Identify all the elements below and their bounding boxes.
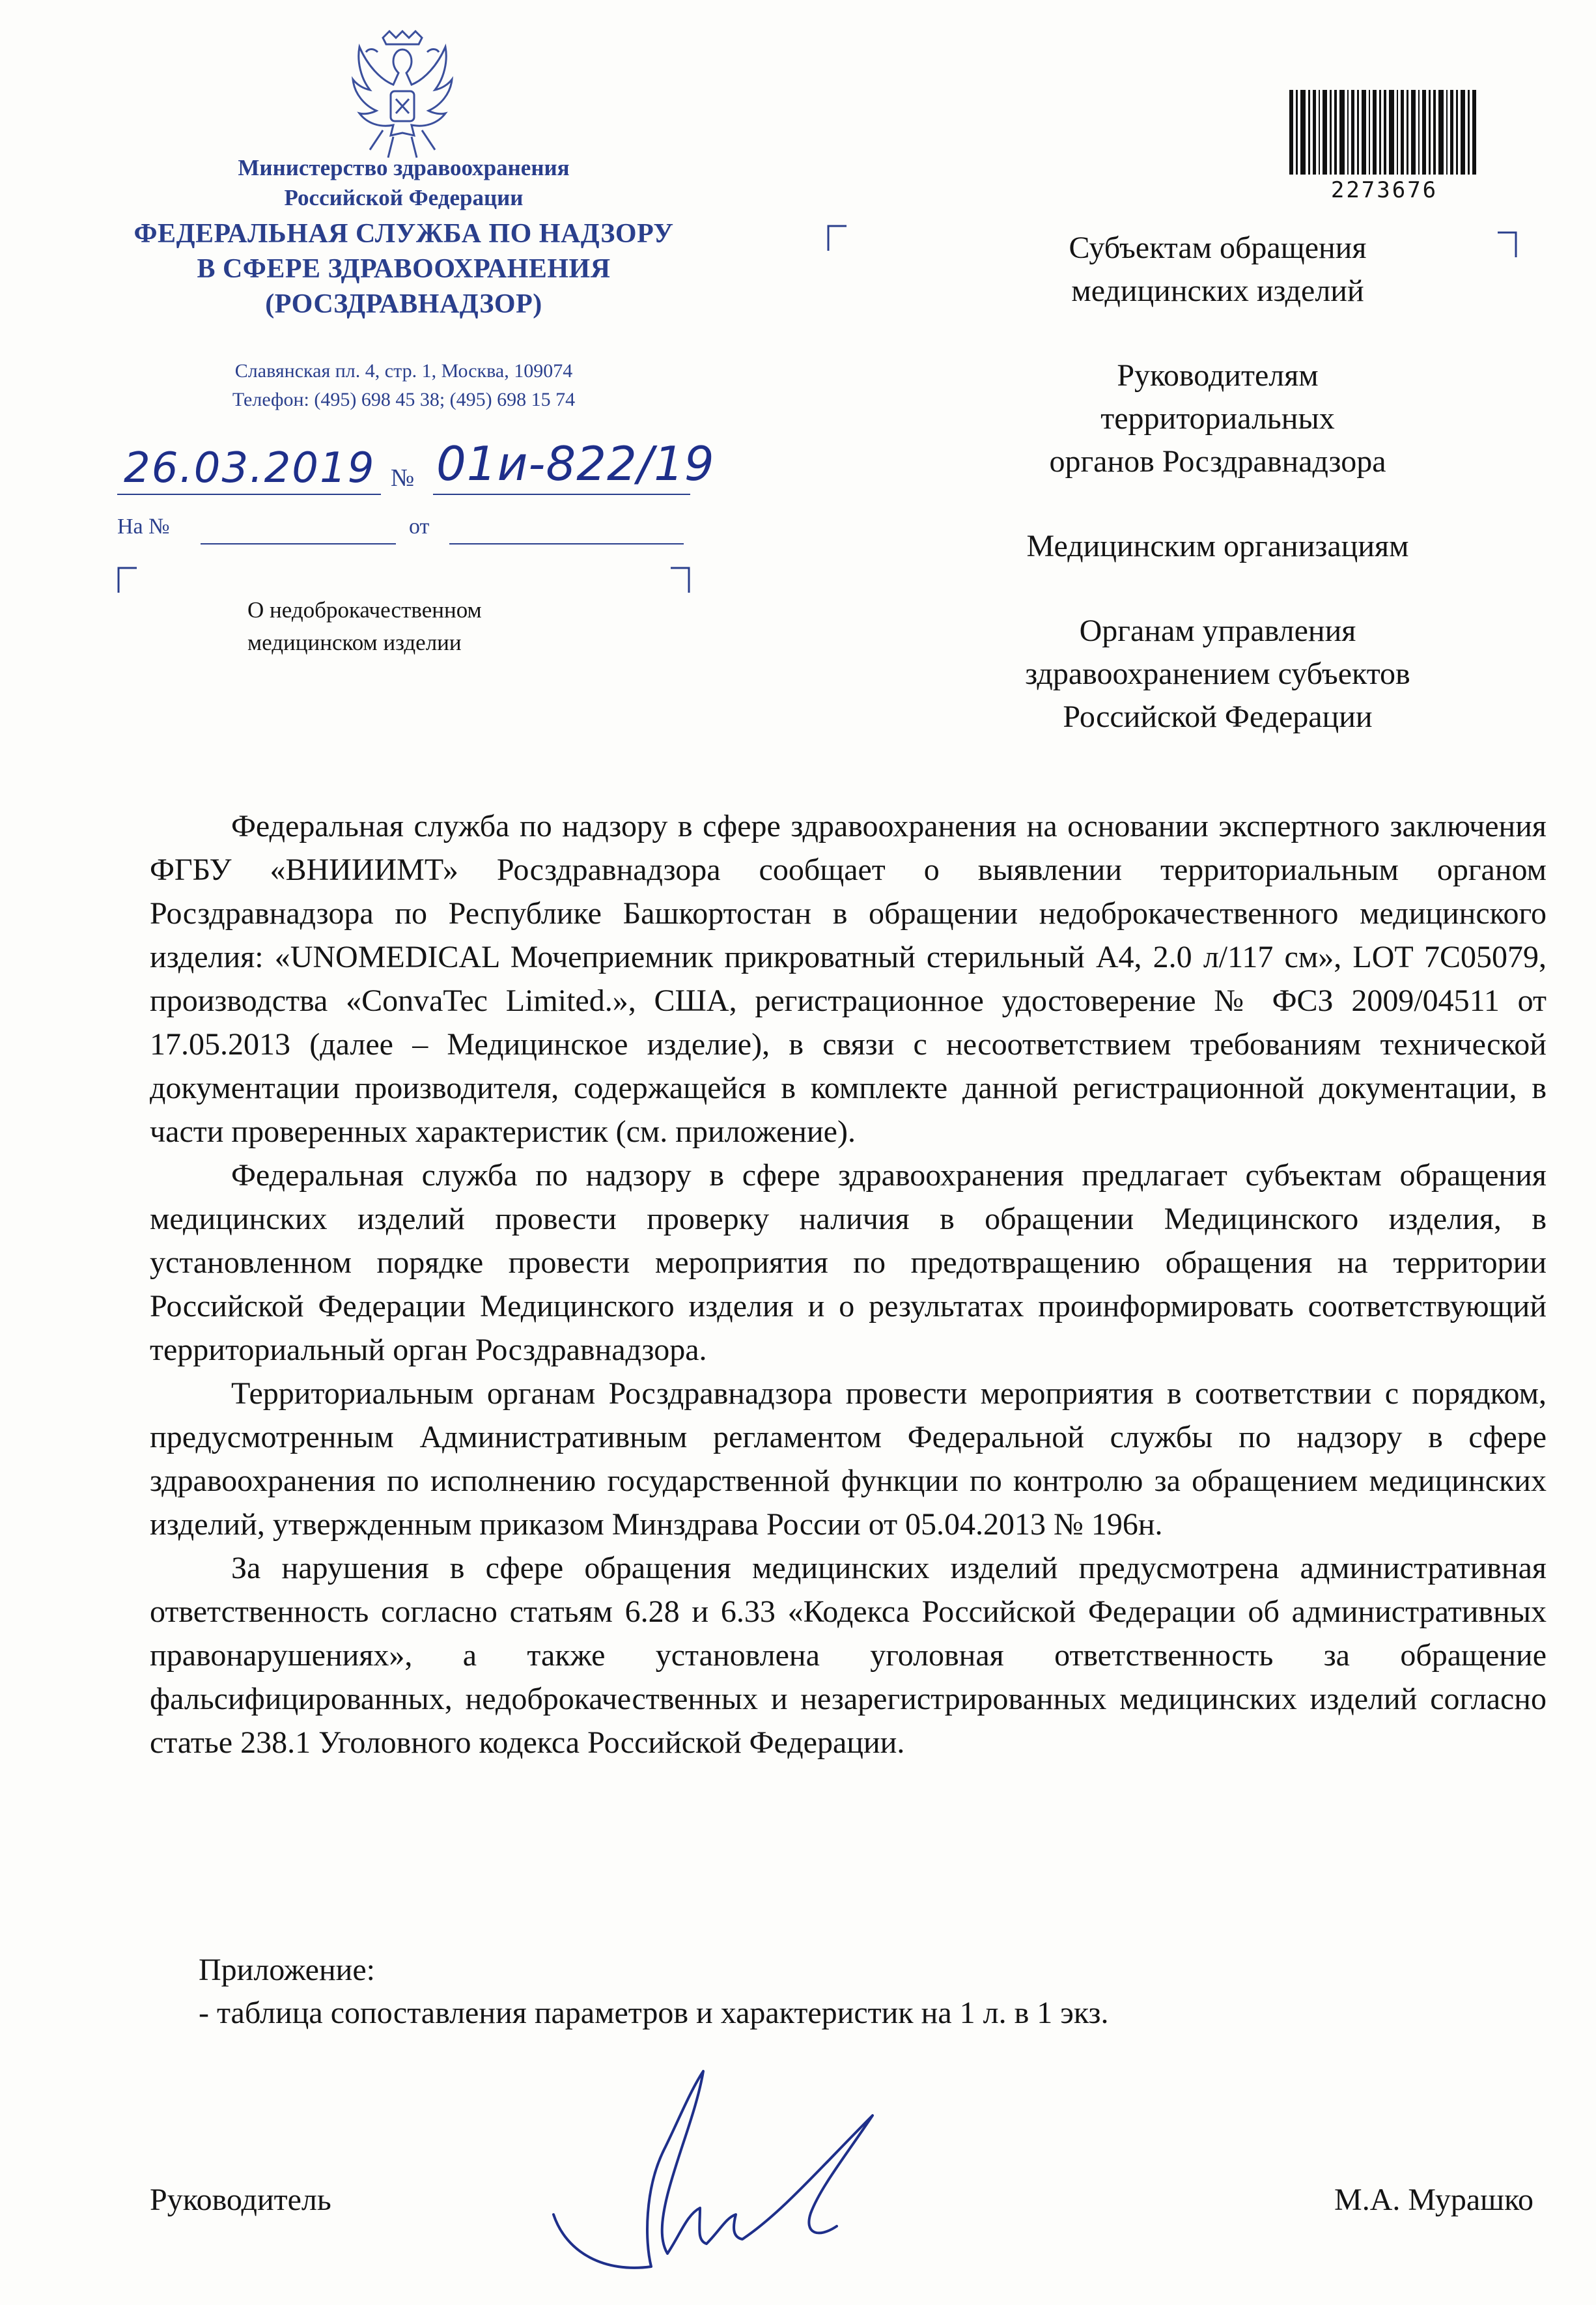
recipient-line: Медицинским организациям	[1026, 529, 1409, 563]
registration-date: 26.03.2019	[124, 444, 376, 492]
body-paragraph: За нарушения в сфере обращения медицинских изделий предусмотрена административная ответственность согласно статьям 6.28 и 6.33 «Кодекса Российской Федерации об административных правонарушениях», а также установлена уголовная ответственность за обращение фальсифицированных, недоброкачественных и незарегистрированных медицинских изделий согласно статье 238.1 Уголовного кодекса Российской Федерации.	[150, 1551, 1547, 1760]
registration-number-label: №	[391, 464, 415, 492]
recipient-line: Органам управления	[1079, 614, 1356, 648]
recipients-corner-right	[1498, 231, 1517, 257]
coat-of-arms-emblem	[337, 26, 468, 163]
letter-body	[150, 804, 1547, 1764]
signatory-name: М.А. Мурашко	[1334, 2183, 1533, 2217]
ministry-line: Российской Федерации	[284, 185, 524, 210]
recipient-group	[938, 227, 1498, 313]
barcode-icon	[1289, 90, 1478, 175]
recipient-line: территориальных	[1100, 401, 1335, 436]
phone-numbers: Телефон: (495) 698 45 38; (495) 698 15 74	[232, 389, 576, 410]
recipient-line: Руководителям	[1117, 358, 1319, 393]
appendix-block	[199, 1949, 1501, 2035]
appendix-title: Приложение:	[199, 1953, 375, 1987]
recipients-block	[938, 227, 1498, 780]
service-line: (РОСЗДРАВНАДЗОР)	[265, 289, 542, 319]
subject-line: медицинском изделии	[247, 630, 462, 655]
number-underline	[433, 494, 690, 495]
recipient-line: Субъектам обращения	[1069, 231, 1367, 265]
recipient-group	[938, 610, 1498, 739]
service-line: В СФЕРЕ ЗДРАВООХРАНЕНИЯ	[197, 254, 611, 284]
recipient-line: органов Росздравнадзора	[1049, 444, 1386, 479]
date-underline	[117, 494, 381, 495]
subject-corner-right	[671, 567, 690, 593]
reply-from-label: от	[409, 515, 430, 539]
service-name	[98, 216, 710, 322]
reply-reference-row	[117, 515, 703, 547]
body-paragraph: Федеральная служба по надзору в сфере здравоохранения предлагает субъектам обращения медицинских изделий провести проверку наличия в обращении Медицинского изделия, в установленном порядке провести мероприятия по предотвращению обращения на территории Российской Федерации Медицинского изделия и о результатах проинформировать соответствующий территориальный орган Росздравнадзора.	[150, 1158, 1547, 1367]
reply-date-line	[449, 543, 684, 544]
address-block	[130, 357, 677, 414]
reply-number-label: На №	[117, 515, 170, 539]
subject-corner-left	[117, 567, 137, 593]
recipient-line: медицинских изделий	[1071, 274, 1364, 308]
registration-number: 01и-822/19	[436, 436, 715, 491]
letter-subject	[247, 594, 612, 659]
registration-line	[111, 430, 715, 502]
recipients-corner-left	[827, 225, 847, 251]
appendix-item: - таблица сопоставления параметров и характеристик на 1 л. в 1 экз.	[199, 1996, 1109, 2030]
handwritten-signature	[534, 2052, 899, 2286]
service-line: ФЕДЕРАЛЬНАЯ СЛУЖБА ПО НАДЗОРУ	[133, 219, 674, 249]
subject-line: О недоброкачественном	[247, 597, 482, 623]
postal-address: Славянская пл. 4, стр. 1, Москва, 109074	[234, 360, 573, 382]
recipient-group	[938, 354, 1498, 483]
ministry-line: Министерство здравоохранения	[238, 155, 570, 180]
recipient-group	[938, 525, 1498, 568]
body-paragraph: Территориальным органам Росздравнадзора провести мероприятия в соответствии с порядком, предусмотренным Административным регламентом Федеральной службы по надзору в сфере здравоохранения по исполнению государственной функции по контролю за обращением медицинских изделий, утвержденным приказом Минздрава России от 05.04.2013 № 196н.	[150, 1376, 1547, 1542]
body-paragraph: Федеральная служба по надзору в сфере здравоохранения на основании экспертного заключения ФГБУ «ВНИИИМТ» Росздравнадзора сообщает о выявлении территориальным органом Росздравнадзора по Республике Башкортостан в обращении недоброкачественного медицинского изделия: «UNOMEDICAL Мочеприемник прикроватный стерильный А4, 2.0 л/117 см», LOT 7С05079, производства «ConvaTec Limited.», США, регистрационное удостоверение № ФСЗ 2009/04511 от 17.05.2013 (далее – Медицинское изделие), в связи с несоответствием требованиям технической документации производителя, содержащейся в комплекте данной регистрационной документации, в части проверенных характеристик (см. приложение).	[150, 809, 1547, 1149]
reply-number-line	[201, 543, 396, 544]
recipient-line: здравоохранением субъектов	[1025, 657, 1410, 691]
barcode-number: 2273676	[1330, 177, 1438, 203]
ministry-name	[150, 153, 658, 213]
signatory-position: Руководитель	[150, 2183, 331, 2217]
signature-row	[150, 2182, 1547, 2234]
recipient-line: Российской Федерации	[1063, 700, 1373, 734]
